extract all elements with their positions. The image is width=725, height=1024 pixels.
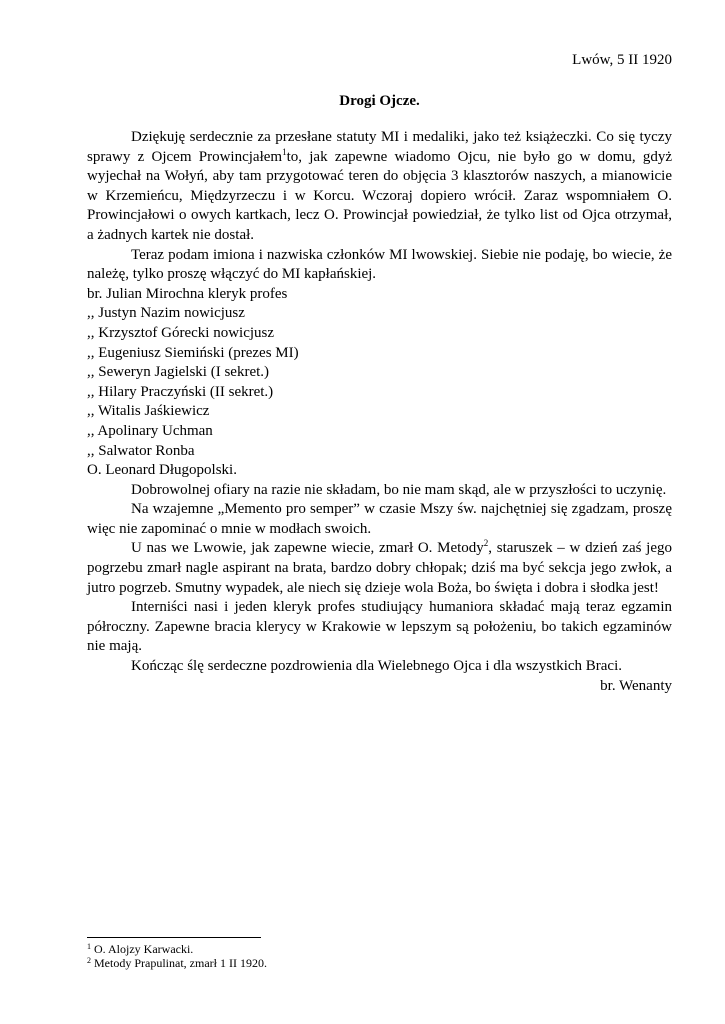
letter-date: Lwów, 5 II 1920 <box>572 52 672 68</box>
paragraph-3: Dobrowolnej ofiary na razie nie składam, bo nie mam skąd, ale w przyszłości to uczynię. <box>131 481 667 498</box>
paragraph-1 <box>87 128 672 246</box>
footnotes <box>87 942 267 970</box>
footnote-ref-2: 2 <box>483 538 489 549</box>
member-item: ,, Seweryn Jagielski (I sekret.) <box>87 364 270 381</box>
member-item: ,, Hilary Praczyński (II sekret.) <box>87 383 274 400</box>
footnote-divider <box>87 937 261 938</box>
member-item: ,, Justyn Nazim nowicjusz <box>87 305 245 322</box>
member-item: ,, Krzysztof Górecki nowicjusz <box>87 324 275 341</box>
member-item: ,, Eugeniusz Siemiński (prezes MI) <box>87 344 299 361</box>
paragraph-7: Kończąc ślę serdeczne pozdrowienia dla Wielebnego Ojca i dla wszystkich Braci. <box>131 658 623 675</box>
paragraph-5-text-a: U nas we Lwowie, jak zapewne wiecie, zmarł O. Metody <box>131 540 484 557</box>
footnote-2 <box>87 956 267 970</box>
salutation: Drogi Ojcze. <box>339 93 420 109</box>
member-list <box>87 285 672 481</box>
paragraph-5-text-b: , staruszek – w dzień zaś jego pogrzebu zmarł nagle aspirant na brata, bardzo dobry chłopak; dziś ma być sekcja jego zwłok, a jutro pogrzeb. Smutny wypadek, ale niech się dzieje wola Boża, bo święta i dobra i słodka jest! <box>87 540 672 596</box>
signature: br. Wenanty <box>600 677 672 694</box>
footnote-mark: 2 <box>87 956 91 965</box>
footnote-text: O. Alojzy Karwacki. <box>91 942 194 956</box>
member-item: O. Leonard Długopolski. <box>87 462 237 479</box>
footnote-ref-1: 1 <box>282 146 287 157</box>
member-item: ,, Apolinary Uchman <box>87 422 213 439</box>
footnote-mark: 1 <box>87 942 91 951</box>
paragraph-5 <box>87 539 672 598</box>
paragraph-2: Teraz podam imiona i nazwiska członków MI lwowskiej. Siebie nie podaję, bo wiecie, że należę, tylko proszę włączyć do MI kapłańskiej. <box>87 246 672 283</box>
member-item: ,, Salwator Ronba <box>87 442 195 459</box>
footnote-text: Metody Prapulinat, zmarł 1 II 1920. <box>91 956 267 970</box>
paragraph-1-text-b: to, jak zapewne wiadomo Ojcu, nie było go w domu, gdyż wyjechał na Wołyń, aby tam przygotować teren do objęcia 3 klasztorów naszych, a mianowicie w Krzemieńcu, Międzyrzeczu i w Korcu. Wczoraj dopiero wrócił. Zaraz wspomniałem O. Prowincjałowi o owych kartkach, lecz O. Prowincjał powiedział, że tylko list od Ojca otrzymał, a żadnych kartek nie dostał. <box>87 148 672 243</box>
paragraph-6: Interniści nasi i jeden kleryk profes studiujący humaniora składać mają teraz egzamin półroczny. Zapewne bracia klerycy w Krakowie w lepszym są położeniu, bo takich egzaminów nie mają. <box>87 599 672 655</box>
letter-body <box>87 128 672 696</box>
member-item: ,, Witalis Jaśkiewicz <box>87 403 210 420</box>
paragraph-4: Na wzajemne „Memento pro semper” w czasie Mszy św. najchętniej się zgadzam, proszę więc nie zapominać o mnie w modłach swoich. <box>87 501 672 537</box>
footnote-1 <box>87 942 267 956</box>
member-item: br. Julian Mirochna kleryk profes <box>87 285 288 302</box>
paragraph-1-text-a: Dziękuję serdecznie za przesłane statuty MI i medaliki, jako też książeczki. Co się tyczy sprawy z Ojcem Prowincjałem <box>87 129 672 165</box>
